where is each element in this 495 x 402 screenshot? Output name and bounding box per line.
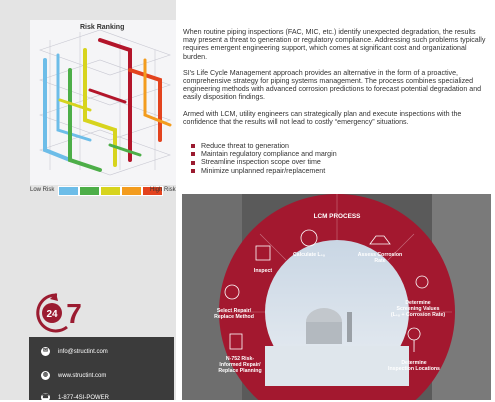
- lcm-title: LCM PROCESS: [313, 213, 361, 220]
- contact-web-row[interactable]: [41, 371, 106, 380]
- list-item: Maintain regulatory compliance and margin: [191, 150, 337, 158]
- list-item: Minimize unplanned repair/replacement: [191, 167, 337, 175]
- svg-text:N-752 Risk-: N-752 Risk-: [225, 356, 255, 362]
- svg-text:24: 24: [46, 309, 58, 320]
- svg-text:(L₁ₒ + Corrosion Rate): (L₁ₒ + Corrosion Rate): [390, 312, 446, 318]
- svg-text:Informed Repair/: Informed Repair/: [219, 362, 261, 368]
- phone-icon: ☎: [41, 394, 50, 400]
- contact-email-row[interactable]: [41, 347, 108, 356]
- svg-text:Assess Corrosion: Assess Corrosion: [357, 252, 403, 258]
- svg-text:Replace Method: Replace Method: [214, 314, 254, 320]
- low-risk-label: Low Risk: [30, 187, 55, 193]
- email-icon: ✉: [42, 348, 49, 354]
- svg-text:Calculate L₁ₒ: Calculate L₁ₒ: [293, 252, 325, 258]
- intro-paragraph: When routine piping inspections (FAC, MIC, etc.) identify unexpected degradation, the results may present a threat to generation or regulatory compliance. Addressing such problems typically requires emergent engineering support, which comes at significant cost and organizational burden.: [183, 28, 486, 61]
- list-item: Reduce threat to generation: [191, 142, 337, 150]
- bullet-icon: [191, 169, 195, 173]
- contact-box: [29, 337, 174, 400]
- scale-swatch-2: [79, 186, 100, 196]
- svg-text:Inspect: Inspect: [253, 268, 273, 274]
- lcm-paragraph: SI's Life Cycle Management approach provides an alternative in the form of a proactive, comprehensive strategy for piping systems management. The process combines specialized engineering methods with advanced corrosion predictions to forecast potential degradation and easily disposition findings.: [183, 68, 482, 102]
- bullet-icon: [191, 161, 195, 165]
- scale-swatch-1: [58, 186, 79, 196]
- phone-text[interactable]: 1-877-4SI-POWER: [58, 394, 110, 401]
- high-risk-label: High Risk: [150, 187, 176, 193]
- email-text[interactable]: info@structint.com: [58, 348, 108, 355]
- benefits-list: [191, 142, 337, 175]
- benefits-paragraph: Armed with LCM, utility engineers can strategically plan and execute inspections with the confidence that the results will not lead to costly “emergency” situations.: [183, 109, 462, 126]
- scale-swatch-3: [100, 186, 121, 196]
- logo-24-7: [30, 289, 90, 339]
- risk-ranking-figure: [30, 20, 176, 185]
- svg-text:Select Repair/: Select Repair/: [216, 308, 252, 314]
- web-text[interactable]: www.structint.com: [58, 372, 107, 379]
- scale-swatch-4: [121, 186, 142, 196]
- svg-text:Determine: Determine: [401, 360, 427, 366]
- logo-24-7-icon: [30, 289, 90, 339]
- svg-text:7: 7: [66, 298, 82, 329]
- bullet-icon: [191, 152, 195, 156]
- svg-text:Determine: Determine: [405, 300, 431, 306]
- contact-phone-row[interactable]: [41, 393, 109, 402]
- risk-ranking-title: Risk Ranking: [80, 24, 125, 31]
- lcm-process-graphic: [182, 194, 491, 400]
- svg-text:Inspection Locations: Inspection Locations: [388, 366, 440, 372]
- globe-icon: ◍: [42, 372, 49, 378]
- lcm-process-wheel: [182, 194, 491, 400]
- svg-text:Screening Values: Screening Values: [396, 306, 440, 312]
- body-copy: [183, 28, 488, 134]
- list-item: Streamline inspection scope over time: [191, 158, 337, 166]
- piping-isometric-diagram: [30, 20, 176, 185]
- svg-text:Replace Planning: Replace Planning: [218, 368, 262, 374]
- bullet-icon: [191, 144, 195, 148]
- svg-text:Rate: Rate: [374, 258, 386, 264]
- risk-color-scale: [58, 186, 163, 196]
